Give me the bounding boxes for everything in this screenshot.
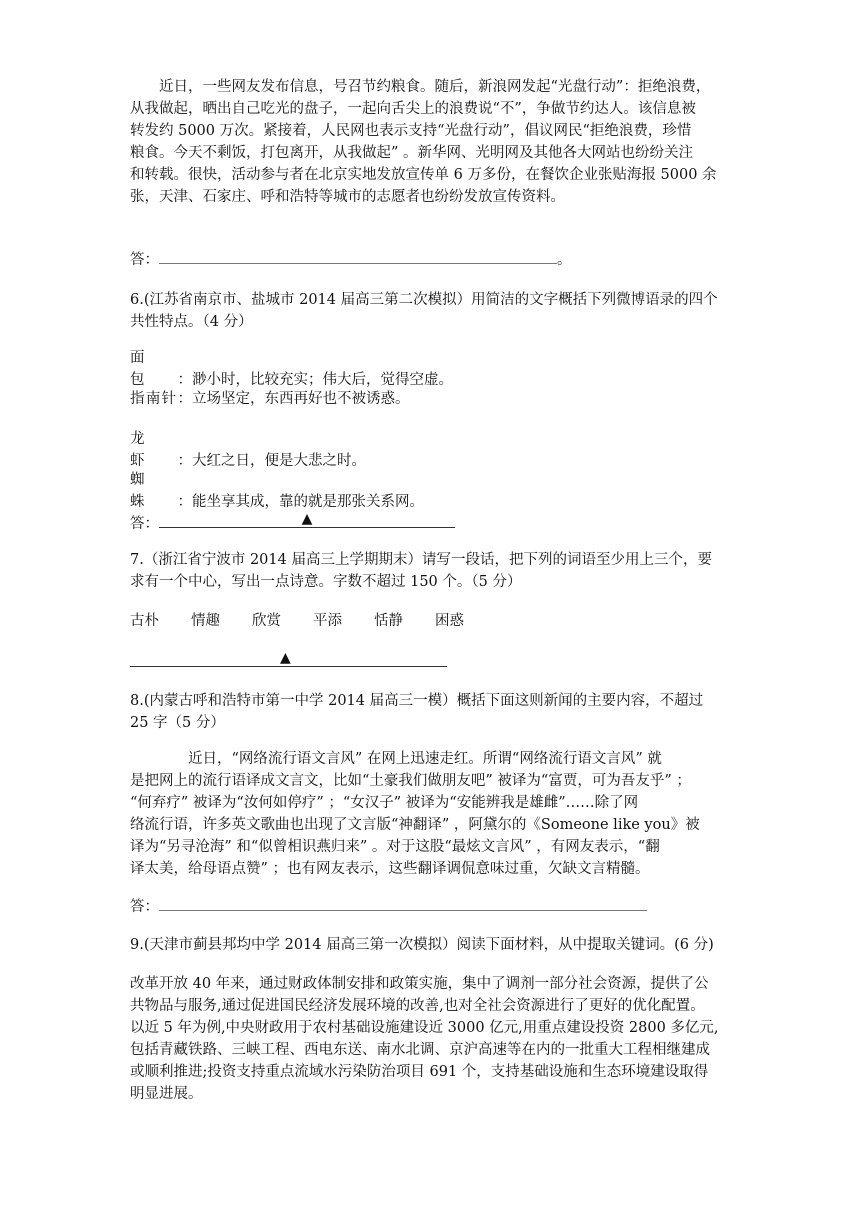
item-text: 立场坚定，东西再好也不被诱惑。 <box>192 391 410 407</box>
question-8 <box>130 690 730 734</box>
weibo-item <box>130 469 730 513</box>
question-7 <box>130 549 730 593</box>
passage-line: 共物品与服务,通过促进国民经济发展环境的改善,也对全社会资源进行了更好的优化配置。 <box>130 998 705 1014</box>
passage-line: 明显进展。 <box>130 1086 203 1102</box>
passage-q8 <box>130 748 730 880</box>
passage-line: 近日，“网络流行语文言风” 在网上迅速走红。所谓“网络流行语文言风” 就 <box>188 751 662 767</box>
triangle-marker-icon: ▲ <box>279 650 291 666</box>
passage-line: 或顺利推进;投资支持重点流域水污染防治项目 691 个，支持基础设施和生态环境建设取得 <box>130 1064 709 1080</box>
weibo-item <box>130 388 730 410</box>
item-term: 指南针： <box>130 391 192 407</box>
word-item: 情趣 <box>191 613 220 629</box>
passage-line: 是把网上的流行语译成文言文，比如“土豪我们做朋友吧” 被译为“富贾，可为吾友乎” ； <box>130 773 691 789</box>
word-item: 欣赏 <box>252 613 281 629</box>
answer-blank[interactable] <box>159 509 455 528</box>
item-text: 大红之日，便是大悲之时。 <box>192 453 366 469</box>
question-line: 求有一个中心，写出一点诗意。字数不超过 150 个。（5 分） <box>130 574 522 590</box>
answer-line-q6 <box>130 509 455 533</box>
item-term: 蜘 蛛： <box>130 472 192 510</box>
answer-line-q7 <box>130 648 447 671</box>
passage-line: 粮食。今天不剩饭，打包离开，从我做起” 。新华网、光明网及其他各大网站也纷纷关注 <box>130 145 694 161</box>
answer-end: 。 <box>557 252 572 268</box>
word-item: 古朴 <box>130 613 159 629</box>
word-list <box>130 610 730 632</box>
question-line: 8.(内蒙古呼和浩特市第一中学 2014 届高三一模）概括下面这则新闻的主要内容，不超过 <box>130 693 704 709</box>
question-line: 共性特点。（4 分） <box>130 314 253 330</box>
answer-line-q5 <box>130 248 572 269</box>
weibo-item <box>130 428 730 472</box>
passage-line: 包括青藏铁路、三峡工程、西电东送、南水北调、京沪高速等在内的一批重大工程相继建成 <box>130 1042 710 1058</box>
question-6 <box>130 289 730 333</box>
passage-line: 络流行语，许多英文歌曲也出现了文言版“神翻译” ，阿黛尔的《Someone like you》被 <box>130 817 700 833</box>
passage-line: 转发约 5000 万次。紧接着，人民网也表示支持“光盘行动”，倡议网民“拒绝浪费，珍惜 <box>130 123 692 139</box>
passage-line: “何弃疗” 被译为“汝何如停疗” ；“女汉子” 被译为“安能辨我是雄雌”……除了网 <box>130 795 639 811</box>
passage-line: 和转载。很快，活动参与者在北京实地发放宣传单 6 万多份，在餐饮企业张贴海报 5000 余 <box>130 167 717 183</box>
weibo-item <box>130 347 730 391</box>
passage-line: 以近 5 年为例,中央财政用于农村基础设施建设近 3000 亿元,用重点建设投资 2800 多亿元, <box>130 1020 719 1036</box>
passage-line: 译为“另寻沧海” 和“似曾相识燕归来” 。对于这股“最炫文言风” ，有网友表示，“翻 <box>130 839 660 855</box>
passage-q5 <box>130 76 730 208</box>
passage-line: 张，天津、石家庄、呼和浩特等城市的志愿者也纷纷发放宣传资料。 <box>130 189 565 205</box>
passage-line: 译太美，给母语点赞” ；也有网友表示，这些翻译调侃意味过重，欠缺文言精髓。 <box>130 861 650 877</box>
question-line: 9.(天津市蓟县邦均中学 2014 届高三第一次模拟）阅读下面材料，从中提取关键词。(6 分) <box>130 937 714 953</box>
item-text: 能坐享其成，靠的就是那张关系网。 <box>192 494 424 510</box>
passage-q9 <box>130 973 730 1105</box>
item-term: 面 包： <box>130 350 192 388</box>
question-line: 7.（浙江省宁波市 2014 届高三上学期期末）请写一段话，把下列的词语至少用上三个，要 <box>130 552 712 568</box>
word-item: 平添 <box>313 613 342 629</box>
word-item: 恬静 <box>374 613 403 629</box>
answer-blank[interactable] <box>159 251 557 264</box>
word-item: 困惑 <box>435 613 464 629</box>
question-line: 6.(江苏省南京市、盐城市 2014 届高三第二次模拟）用简洁的文字概括下列微博语录的四个 <box>130 292 718 308</box>
question-line: 25 字（5 分） <box>130 715 225 731</box>
passage-line: 近日，一些网友发布信息，号召节约粮食。随后，新浪网发起“光盘行动”：拒绝浪费， <box>159 79 711 95</box>
answer-label: 答： <box>130 252 159 268</box>
answer-label: 答： <box>130 899 159 915</box>
question-9 <box>130 934 730 956</box>
passage-line: 从我做起，晒出自己吃光的盘子，一起向舌尖上的浪费说“不”，争做节约达人。该信息被 <box>130 101 696 117</box>
answer-label: 答： <box>130 516 159 532</box>
passage-line: 改革开放 40 年来，通过财政体制安排和政策实施，集中了调剂一部分社会资源，提供了公 <box>130 976 709 992</box>
answer-blank[interactable] <box>130 648 447 667</box>
answer-line-q8 <box>130 895 647 916</box>
item-text: 渺小时，比较充实；伟大后，觉得空虚。 <box>192 372 453 388</box>
triangle-marker-icon: ▲ <box>301 511 313 527</box>
answer-blank[interactable] <box>159 898 647 911</box>
item-term: 龙 虾： <box>130 431 192 469</box>
